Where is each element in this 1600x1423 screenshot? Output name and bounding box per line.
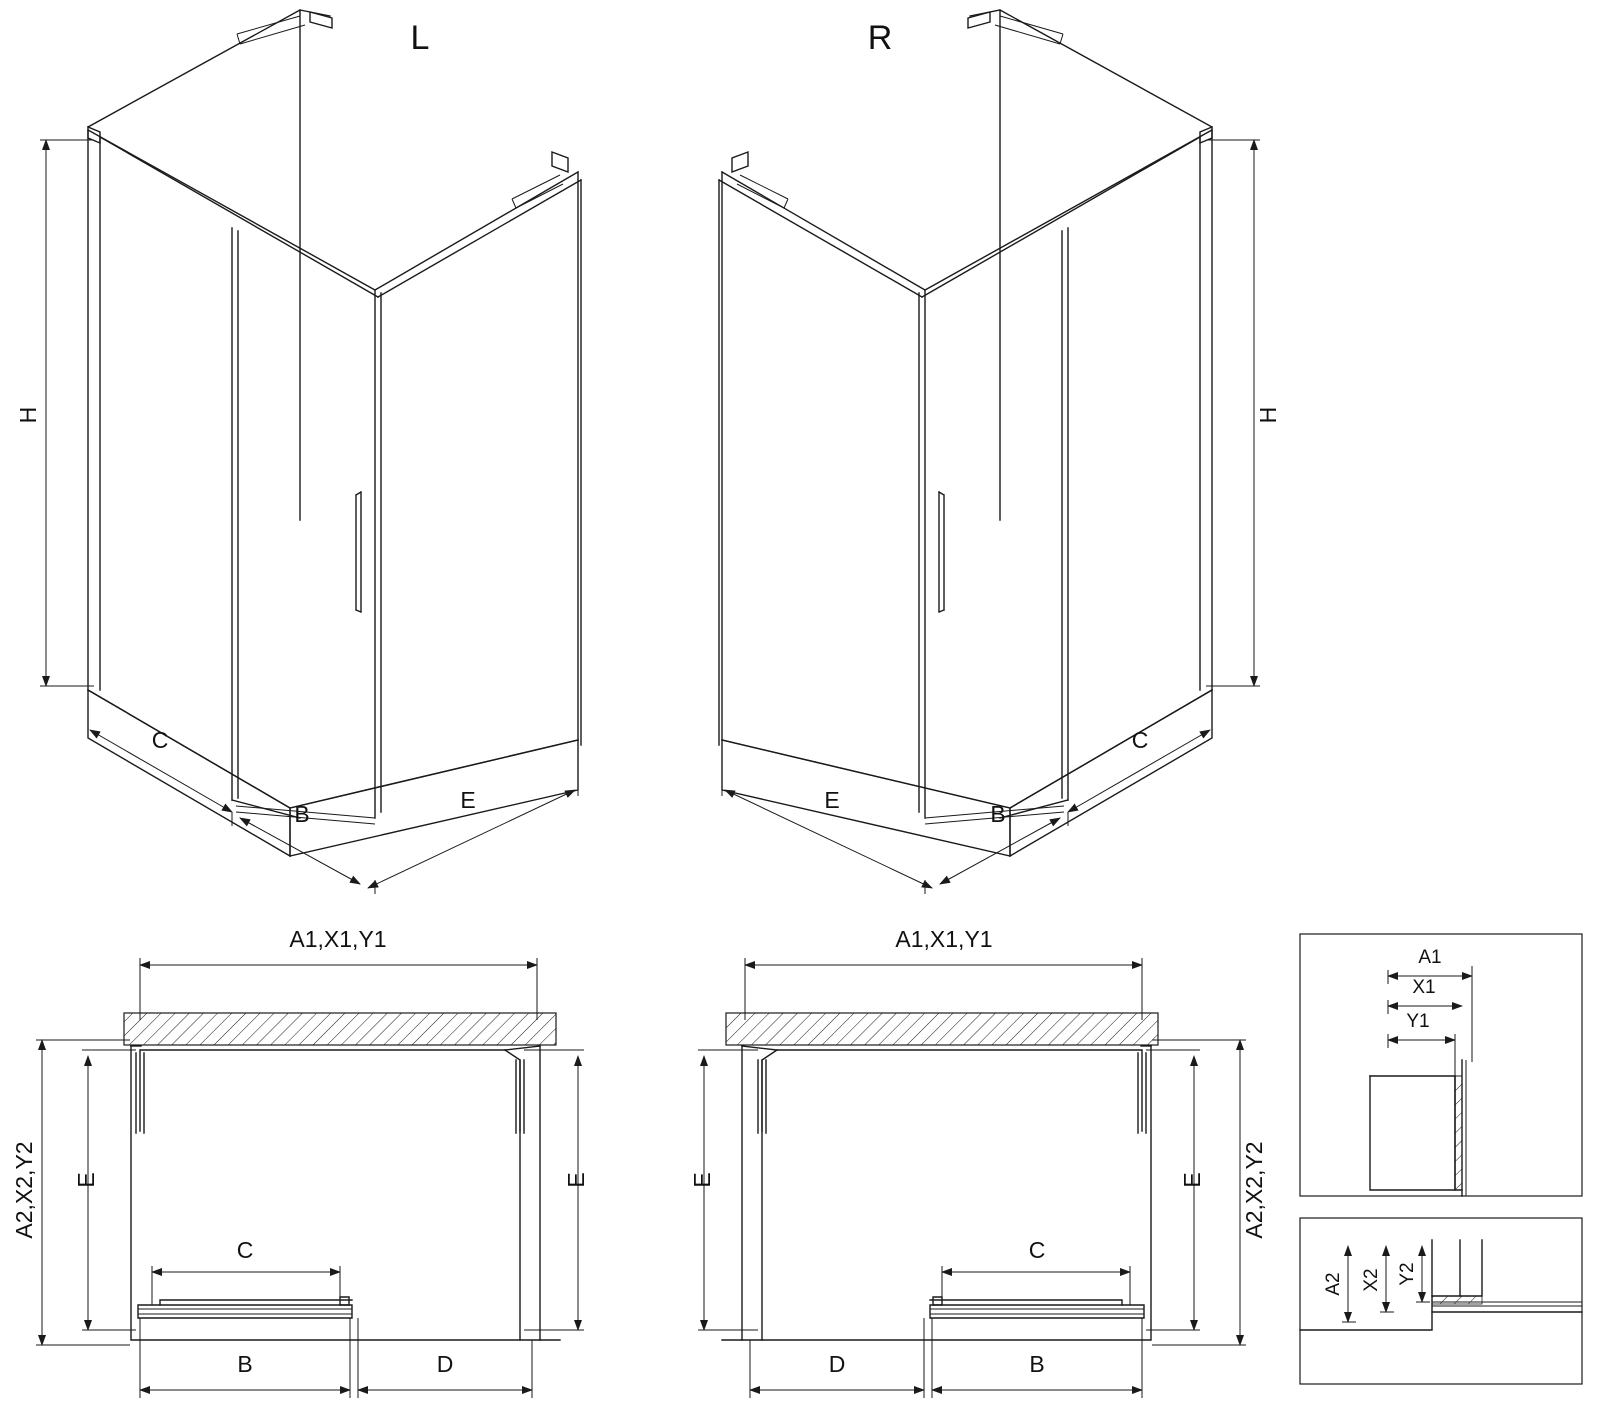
plan-view-left — [11, 926, 589, 1398]
iso-right-e-label: E — [824, 787, 840, 814]
iso-left-title: L — [410, 18, 430, 57]
plan-right-side-dim-label: A2,X2,Y2 — [1241, 1141, 1268, 1239]
plan-right-top-dim-label: A1,X1,Y1 — [895, 926, 993, 953]
plan-right-c-label: C — [1028, 1237, 1046, 1264]
plan-left-e-right-label: E — [563, 1172, 590, 1188]
plan-view-right — [689, 926, 1267, 1398]
plan-left-e-left-label: E — [73, 1172, 100, 1188]
detail-box-top — [1300, 934, 1582, 1196]
iso-right-b-label: B — [990, 801, 1006, 828]
iso-left-b-label: B — [294, 801, 310, 828]
iso-right-h-label: H — [1255, 406, 1282, 424]
detail-top-y1-label: Y1 — [1406, 1011, 1430, 1033]
plan-right-e-right-label: E — [1179, 1172, 1206, 1188]
detail-bottom-a2-label: A2 — [1323, 1272, 1345, 1296]
iso-right-title: R — [867, 18, 893, 57]
plan-left-side-dim-label: A2,X2,Y2 — [11, 1141, 38, 1239]
iso-left-h-label: H — [15, 406, 42, 424]
detail-bottom-y2-label: Y2 — [1397, 1262, 1419, 1286]
plan-left-b-label: B — [237, 1351, 253, 1378]
iso-right-c-label: C — [1131, 727, 1149, 754]
detail-top-x1-label: X1 — [1412, 977, 1436, 999]
plan-left-top-dim-label: A1,X1,Y1 — [289, 926, 387, 953]
plan-right-wall-hatch — [726, 1013, 1158, 1045]
plan-left-wall-hatch — [124, 1013, 556, 1045]
plan-right-b-label: B — [1029, 1351, 1045, 1378]
plan-left-d-label: D — [436, 1351, 454, 1378]
iso-view-left — [15, 10, 581, 894]
detail-box-bottom — [1300, 1218, 1582, 1384]
plan-right-e-left-label: E — [689, 1172, 716, 1188]
iso-left-e-label: E — [460, 787, 476, 814]
plan-right-d-label: D — [828, 1351, 846, 1378]
detail-top-a1-label: A1 — [1418, 947, 1442, 969]
detail-bottom-x2-label: X2 — [1361, 1268, 1383, 1292]
plan-left-c-label: C — [236, 1237, 254, 1264]
iso-left-c-label: C — [151, 727, 169, 754]
iso-view-right — [719, 10, 1281, 894]
